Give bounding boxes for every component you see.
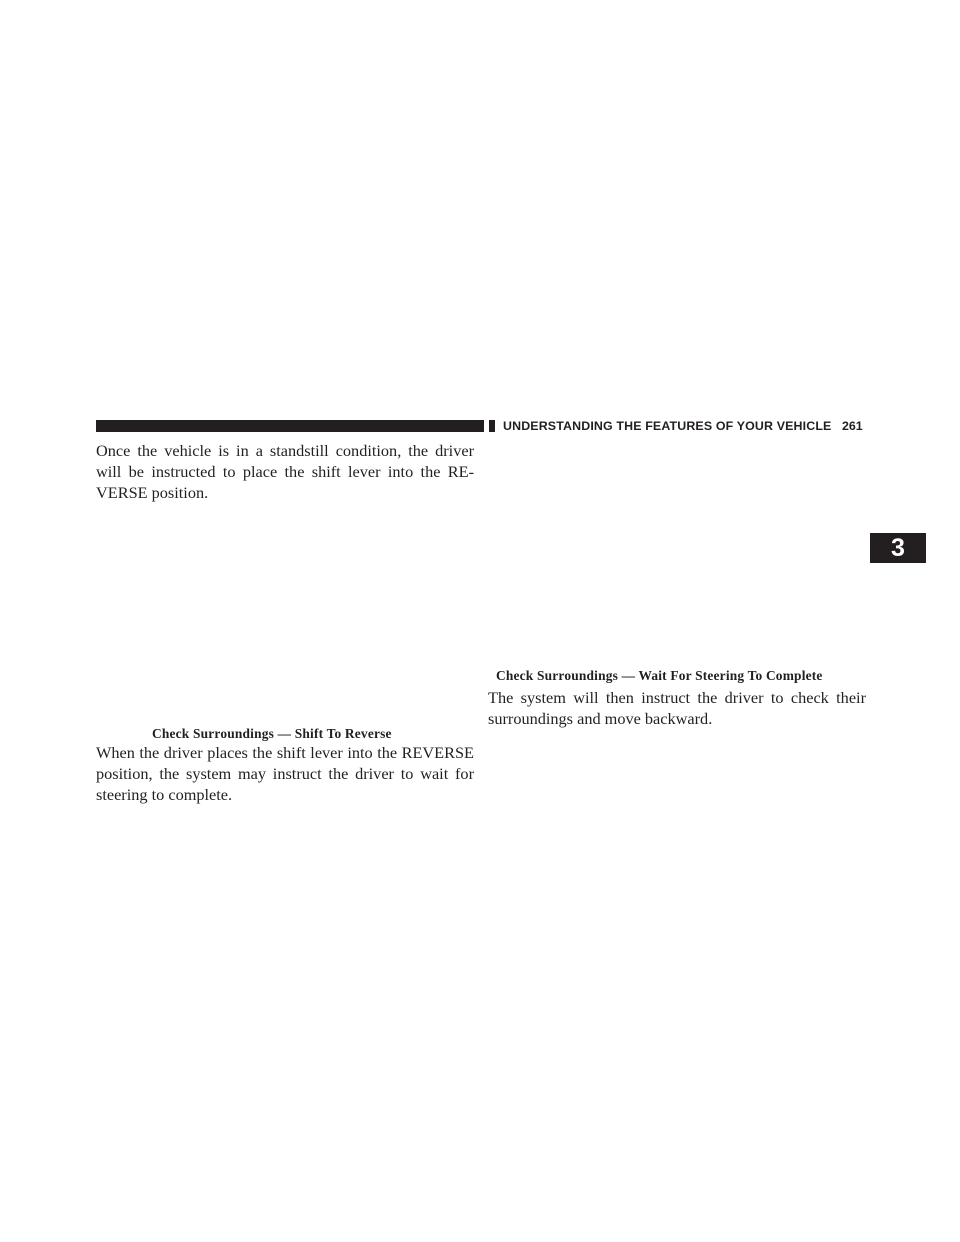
- chapter-tab: 3: [870, 533, 926, 563]
- page-number: 261: [842, 419, 863, 433]
- wait-for-steering-figure: [488, 440, 866, 660]
- shift-to-reverse-figure: [96, 510, 474, 720]
- intro-paragraph: Once the vehicle is in a standstill condition, the driver will be instructed to place the shift lever into the RE-VERSE position.: [96, 441, 474, 502]
- figure-caption-wait-for-steering: Check Surroundings — Wait For Steering To Complete: [496, 668, 823, 683]
- header-rule: [96, 420, 484, 432]
- reverse-paragraph: When the driver places the shift lever into the REVERSE position, the system may instruct the driver to wait for steering to complete.: [96, 743, 474, 804]
- check-surroundings-paragraph: The system will then instruct the driver to check their surroundings and move backward.: [488, 688, 866, 728]
- section-title: UNDERSTANDING THE FEATURES OF YOUR VEHICLE: [503, 419, 832, 433]
- header-rule-mark: [489, 420, 495, 432]
- figure-caption-shift-to-reverse: Check Surroundings — Shift To Reverse: [152, 726, 392, 741]
